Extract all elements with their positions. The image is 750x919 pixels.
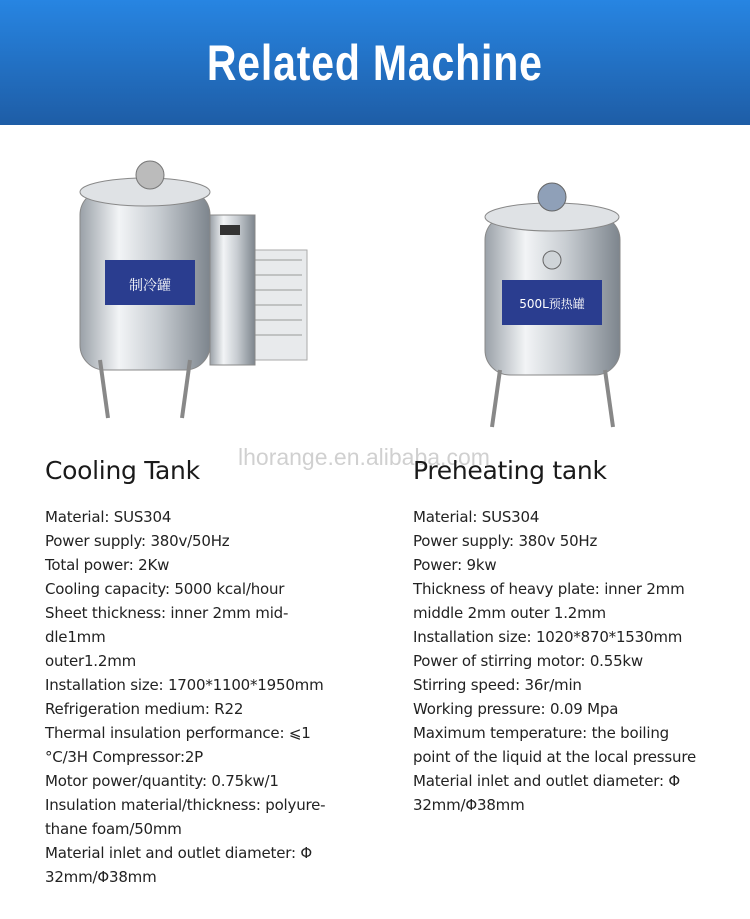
preheating-tank-title: Preheating tank	[413, 456, 607, 485]
spec-line: 32mm/Φ38mm	[45, 868, 157, 886]
page-title: Related Machine	[207, 34, 543, 91]
spec-line: Power of stirring motor: 0.55kw	[413, 652, 643, 670]
cooling-tank-image	[70, 150, 320, 425]
spec-line: Power supply: 380v 50Hz	[413, 532, 598, 550]
spec-line: Thickness of heavy plate: inner 2mm	[413, 580, 685, 598]
spec-line: outer1.2mm	[45, 652, 137, 670]
spec-line: Motor power/quantity: 0.75kw/1	[45, 772, 279, 790]
spec-line: middle 2mm outer 1.2mm	[413, 604, 606, 622]
spec-line: Refrigeration medium: R22	[45, 700, 244, 718]
spec-line: Material: SUS304	[45, 508, 172, 526]
preheating-tank-image	[480, 175, 625, 430]
spec-line: Sheet thickness: inner 2mm mid-	[45, 604, 289, 622]
spec-line: Insulation material/thickness: polyure-	[45, 796, 326, 814]
spec-line: Installation size: 1700*1100*1950mm	[45, 676, 324, 694]
cooling-tank-specs	[45, 505, 325, 889]
spec-line: Total power: 2Kw	[45, 556, 170, 574]
spec-line: dle1mm	[45, 628, 106, 646]
cooling-tank-label: 制冷罐	[129, 278, 171, 294]
spec-line: Stirring speed: 36r/min	[413, 676, 582, 694]
spec-line: Installation size: 1020*870*1530mm	[413, 628, 683, 646]
watermark: lhorange.en.alibaba.com	[238, 444, 490, 470]
spec-line: Material inlet and outlet diameter: Φ	[413, 772, 680, 790]
preheating-tank-label: 500L预热罐	[519, 297, 585, 311]
spec-line: Thermal insulation performance: ⩽1	[45, 724, 311, 742]
spec-line: Power supply: 380v/50Hz	[45, 532, 230, 550]
spec-line: Power: 9kw	[413, 556, 497, 574]
preheating-tank-specs	[413, 505, 696, 817]
spec-line: Maximum temperature: the boiling	[413, 724, 669, 742]
spec-line: Working pressure: 0.09 Mpa	[413, 700, 619, 718]
spec-line: Material: SUS304	[413, 508, 540, 526]
spec-line: Cooling capacity: 5000 kcal/hour	[45, 580, 285, 598]
spec-line: Material inlet and outlet diameter: Φ	[45, 844, 312, 862]
spec-line: 32mm/Φ38mm	[413, 796, 525, 814]
cooling-tank-title: Cooling Tank	[45, 456, 200, 485]
spec-line: point of the liquid at the local pressure	[413, 748, 696, 766]
spec-line: thane foam/50mm	[45, 820, 182, 838]
spec-line: °C/3H Compressor:2P	[45, 748, 204, 766]
header-banner	[0, 0, 750, 125]
